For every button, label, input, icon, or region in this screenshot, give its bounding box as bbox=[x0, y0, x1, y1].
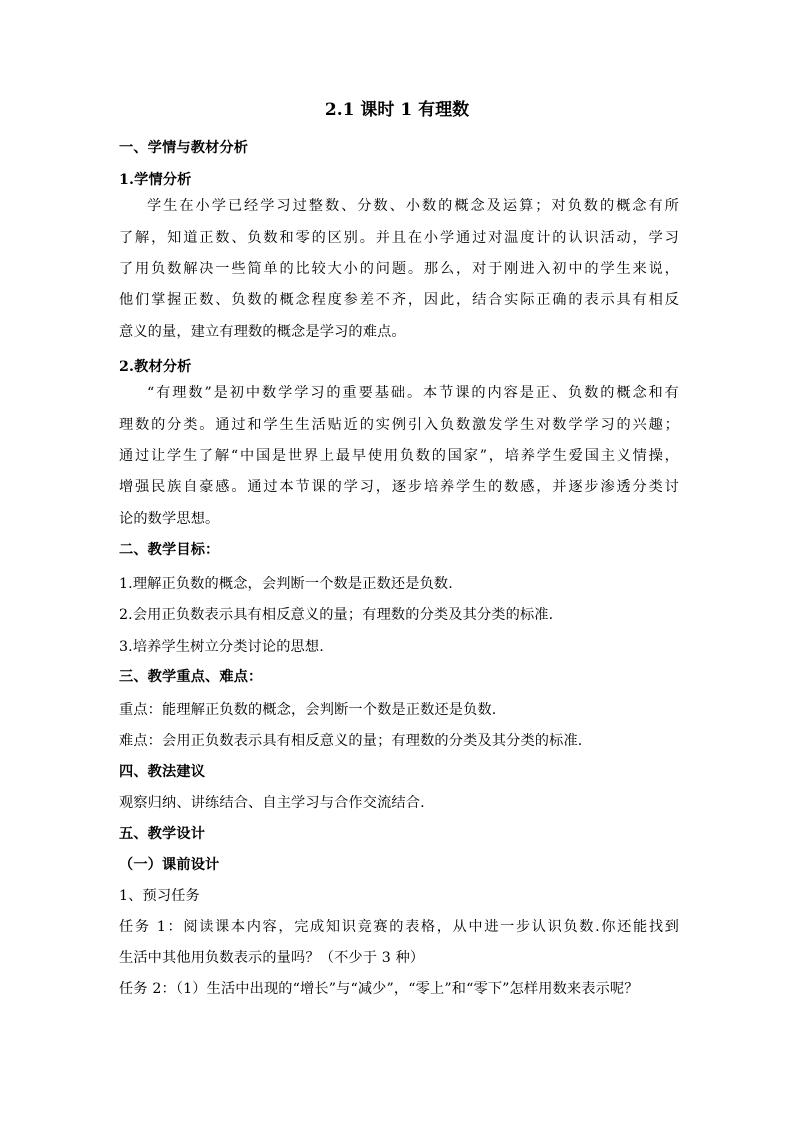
paragraph-line: 增强民族自豪感。通过本节课的学习，逐步培养学生的数感，并逐步渗透分类讨 bbox=[119, 479, 679, 495]
section-heading-teaching-methods: 四、教法建议 bbox=[119, 764, 206, 780]
paragraph-line: 意义的量，建立有理数的概念是学习的难点。 bbox=[119, 324, 406, 340]
task-line: 生活中其他用负数表示的量吗？（不少于 3 种） bbox=[119, 950, 425, 966]
paragraph-line: 了用负数解决一些简单的比较大小的问题。那么，对于刚进入初中的学生来说， bbox=[119, 261, 679, 277]
key-point-item: 重点：能理解正负数的概念，会判断一个数是正数还是负数. bbox=[119, 702, 497, 718]
document-title: 2.1 课时 1 有理数 bbox=[324, 100, 470, 120]
paragraph-line: 了解，知道正数、负数和零的区别。并且在小学通过对温度计的认识活动，学习 bbox=[119, 230, 679, 246]
subsection-heading-student-analysis: 1.学情分析 bbox=[119, 172, 192, 188]
paragraph-line: “有理数”是初中数学学习的重要基础。本节课的内容是正、负数的概念和有 bbox=[147, 385, 679, 401]
teaching-methods-text: 观察归纳、讲练结合、自主学习与合作交流结合. bbox=[119, 795, 425, 811]
objective-item: 2.会用正负数表示具有相反意义的量；有理数的分类及其分类的标准. bbox=[119, 607, 554, 623]
section-heading-teaching-design: 五、教学设计 bbox=[119, 826, 206, 842]
section-heading-key-points: 三、教学重点、难点： bbox=[119, 669, 263, 685]
section-heading-analysis: 一、学情与教材分析 bbox=[119, 140, 249, 156]
paragraph-line: 理数的分类。通过和学生生活贴近的实例引入负数激发学生对数学学习的兴趣； bbox=[119, 417, 679, 433]
subsection-heading-pre-class: （一）课前设计 bbox=[119, 857, 220, 873]
difficulty-item: 难点：会用正负数表示具有相反意义的量；有理数的分类及其分类的标准. bbox=[119, 733, 583, 749]
task-line: 任务 2：（1）生活中出现的“增长”与“减少”，“零上”和“零下”怎样用数来表示呢？ bbox=[119, 981, 639, 997]
task-line: 任务 1：阅读课本内容，完成知识竞赛的表格，从中进一步认识负数.你还能找到 bbox=[119, 919, 679, 935]
objective-item: 3.培养学生树立分类讨论的思想. bbox=[119, 639, 324, 655]
section-heading-objectives: 二、教学目标： bbox=[119, 542, 220, 558]
paragraph-line: 论的数学思想。 bbox=[119, 511, 220, 527]
objective-item: 1.理解正负数的概念，会判断一个数是正数还是负数. bbox=[119, 576, 453, 592]
paragraph-line: 他们掌握正数、负数的概念程度参差不齐，因此，结合实际正确的表示具有相反 bbox=[119, 292, 679, 308]
subsection-heading-textbook-analysis: 2.教材分析 bbox=[119, 359, 192, 375]
item-heading-preview: 1、预习任务 bbox=[119, 888, 200, 904]
paragraph-line: 通过让学生了解“中国是世界上最早使用负数的国家”，培养学生爱国主义情操， bbox=[119, 448, 679, 464]
paragraph-line: 学生在小学已经学习过整数、分数、小数的概念及运算；对负数的概念有所 bbox=[147, 198, 679, 214]
